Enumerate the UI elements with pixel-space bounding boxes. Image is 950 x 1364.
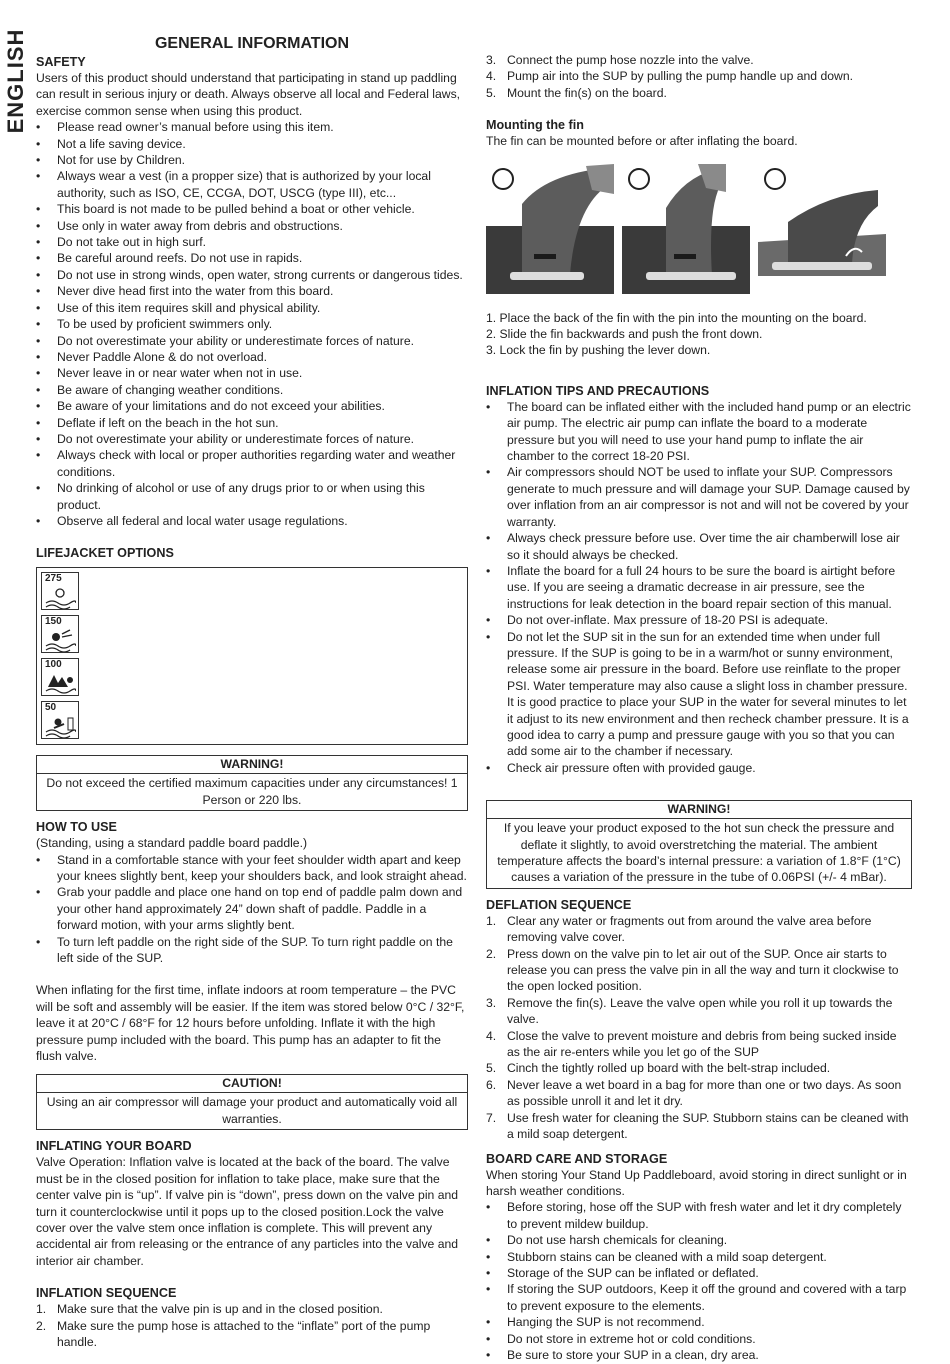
lifejacket-150-icon: 150	[41, 615, 79, 653]
how-to-use-subtitle: (Standing, using a standard paddle board paddle.)	[36, 836, 308, 851]
list-item: • This board is not made to be pulled behind a boat or other vehicle.	[36, 201, 468, 217]
inflation-sequence-continued	[486, 52, 912, 101]
list-item: • Observe all federal and local water usage regulations.	[36, 513, 468, 529]
list-item: • Always check pressure before use. Over time the air chamberwill lose air so it should always be checked.	[486, 530, 912, 563]
list-item: • No drinking of alcohol or use of any drugs prior to or when using this product.	[36, 480, 468, 513]
language-label: ENGLISH	[3, 28, 28, 134]
how-to-use-list	[36, 852, 468, 967]
list-item: • To be used by proficient swimmers only.	[36, 316, 468, 332]
list-item: 6. Never leave a wet board in a bag for more than one or two days. As soon as possible unroll it and let it dry.	[486, 1077, 902, 1109]
mounting-step: 2. Slide the fin backwards and push the front down.	[486, 327, 763, 342]
list-item: • Air compressors should NOT be used to inflate your SUP. Compressors generate to much pressure and will damage your SUP. Damage caused by over inflation from an air compressor is not and will not be covered by your warranty.	[486, 464, 912, 530]
fin-photo-row	[486, 164, 912, 294]
list-item: • Grab your paddle and place one hand on top end of paddle palm down and your other hand approximately 24” down shaft of paddle. Paddle in a forward motion, with your arms slightly bent.	[36, 884, 468, 933]
list-item: 5. Mount the fin(s) on the board.	[486, 85, 667, 100]
fin-step-3-photo	[758, 164, 886, 294]
list-item: • Not a life saving device.	[36, 136, 468, 152]
lifejacket-box	[36, 567, 468, 745]
mounting-intro: The fin can be mounted before or after inflating the board.	[486, 134, 798, 149]
safety-intro: Users of this product should understand that participating in stand up paddling can result in serious injury or death. Always observe all local and Federal laws, exercise common sense when using this product.	[36, 71, 461, 118]
list-item: • Inflate the board for a full 24 hours to be sure the board is airtight before use. If you are seeing a dramatic decrease in air pressure, see the instructions for leak detection in the board repair section of this manual.	[486, 563, 912, 612]
list-item: • Never leave in or near water when not in use.	[36, 365, 468, 381]
how-to-use-heading: HOW TO USE	[36, 820, 117, 835]
list-item: 5. Cinch the tightly rolled up board with the belt-strap included.	[486, 1061, 831, 1076]
list-item: • Stand in a comfortable stance with your feet shoulder width apart and keep your knees slightly bent, keep your shoulders back, and look straight ahead.	[36, 852, 468, 885]
list-item: 4. Pump air into the SUP by pulling the pump handle up and down.	[486, 69, 853, 84]
lifejacket-heading: LIFEJACKET OPTIONS	[36, 546, 174, 561]
list-item: • Be sure to store your SUP in a clean, dry area.	[486, 1347, 912, 1363]
step-circle	[628, 168, 650, 190]
list-item: 1. Clear any water or fragments out from around the valve area before removing valve cover.	[486, 913, 872, 945]
list-item: • Before storing, hose off the SUP with fresh water and let it dry completely to prevent mildew buildup.	[486, 1199, 912, 1232]
list-item: • Use of this item requires skill and physical ability.	[36, 300, 468, 316]
right-column	[486, 52, 912, 1363]
list-item: • Do not overestimate your ability or underestimate forces of nature.	[36, 431, 468, 447]
list-item: • Do not overestimate your ability or underestimate forces of nature.	[36, 333, 468, 349]
caution-heading: CAUTION!	[37, 1075, 467, 1093]
inflation-sequence-heading: INFLATION SEQUENCE	[36, 1286, 177, 1301]
lifejacket-275-icon: 275	[41, 572, 79, 610]
inflating-body: Valve Operation: Inflation valve is located at the back of the board. The valve must be in the closed position for inflation to take place, make sure that the center valve pin is “up”. If valve pin is “down”, press down on the valve pin and turn it counterclockwise until it pops up to the closed position.Lock the valve cover over the valve stem once inflation is complete. This will prevent any accidental air from releasing or the entrance of any particles into the valve and interior air chamber.	[36, 1155, 459, 1268]
deflation-heading: DEFLATION SEQUENCE	[486, 897, 632, 912]
step-circle	[492, 168, 514, 190]
left-column	[36, 34, 468, 1350]
safety-heading: SAFETY	[36, 55, 86, 69]
care-intro: When storing Your Stand Up Paddleboard, avoid storing in direct sunlight or in harsh weather conditions.	[486, 1167, 907, 1198]
list-item: • Use only in water away from debris and obstructions.	[36, 218, 468, 234]
list-item: • The board can be inflated either with the included hand pump or an electric air pump. The electric air pump can inflate the board to a moderate pressure but you will need to use your hand pump to inflate the air chamber to the correct 18-20 PSI.	[486, 399, 912, 465]
list-item: • Please read owner’s manual before using this item.	[36, 119, 468, 135]
list-item: • Do not use harsh chemicals for cleaning.	[486, 1232, 912, 1248]
list-item: • Always wear a vest (in a propper size) that is authorized by your local authority, such as ISO, CE, CCGA, DOT, USCG (type III), etc...	[36, 168, 468, 201]
care-list	[486, 1199, 912, 1363]
mounting-step: 1. Place the back of the fin with the pin into the mounting on the board.	[486, 310, 867, 325]
list-item: • Always check with local or proper authorities regarding water and weather conditions.	[36, 447, 468, 480]
warning-box	[486, 800, 912, 889]
caution-body: Using an air compressor will damage your product and automatically void all warranties.	[46, 1095, 458, 1126]
list-item: • Do not take out in high surf.	[36, 234, 468, 250]
warning-body: If you leave your product exposed to the hot sun check the pressure and deflate it slightly, to avoid overstretching the material. The ambient temperature affects the board’s internal pressure: a variation of 1.8°F (1°C) causes a variation of the pressure in the tube of 0.06PSI (+/- 4 mBar).	[497, 821, 901, 885]
list-item: • Be aware of your limitations and do not exceed your abilities.	[36, 398, 468, 414]
care-heading: BOARD CARE AND STORAGE	[486, 1151, 668, 1166]
list-item: • To turn left paddle on the right side of the SUP. To turn right paddle on the left side of the SUP.	[36, 934, 468, 967]
tips-heading: INFLATION TIPS AND PRECAUTIONS	[486, 383, 710, 398]
inflation-sequence-list	[36, 1301, 468, 1350]
list-item: • Storage of the SUP can be inflated or deflated.	[486, 1265, 912, 1281]
warning-heading: WARNING!	[487, 801, 911, 819]
list-item: • Stubborn stains can be cleaned with a mild soap detergent.	[486, 1249, 912, 1265]
list-item: • Hanging the SUP is not recommend.	[486, 1314, 912, 1330]
list-item: • Do not let the SUP sit in the sun for an extended time when under full pressure. If the SUP is going to be in a warm/hot or sunny environment, release some air pressure in the board. Before use reinflate to the proper PSI. Water temperature may also cause a slight loss in chamber pressure. It is good practice to place your SUP in the water for several minutes to let it adjust to its new environment and then recheck chamber pressure. It is a good idea to carry a pump and pressure gauge with you so that you can add some air to the chamber if necessary.	[486, 629, 912, 760]
fin-step-1-photo	[486, 164, 614, 294]
step-circle	[764, 168, 786, 190]
list-item: 1. Make sure that the valve pin is up and in the closed position.	[36, 1302, 383, 1317]
mounting-heading: Mounting the fin	[486, 118, 584, 133]
list-item: • Be careful around reefs. Do not use in rapids.	[36, 250, 468, 266]
deflation-list	[486, 913, 912, 1143]
list-item: • Do not over-inflate. Max pressure of 18-20 PSI is adequate.	[486, 612, 912, 628]
list-item: 4. Close the valve to prevent moisture and debris from being sucked inside as the air re-enters while you let go of the SUP	[486, 1028, 897, 1060]
list-item: 2. Press down on the valve pin to let air out of the SUP. Once air starts to release you can press the valve pin in all the way and turn it clockwise to the open locked position.	[486, 946, 899, 994]
list-item: • Check air pressure often with provided gauge.	[486, 760, 912, 776]
caution-box	[36, 1074, 468, 1130]
page-title: GENERAL INFORMATION	[154, 35, 350, 52]
list-item: • If storing the SUP outdoors, Keep it off the ground and covered with a tarp to prevent exposure to the elements.	[486, 1281, 912, 1314]
list-item: • Do not store in extreme hot or cold conditions.	[486, 1331, 912, 1347]
list-item: • Never Paddle Alone & do not overload.	[36, 349, 468, 365]
list-item: • Not for use by Children.	[36, 152, 468, 168]
list-item: • Deflate if left on the beach in the hot sun.	[36, 415, 468, 431]
warning-heading: WARNING!	[37, 756, 467, 774]
list-item: • Do not use in strong winds, open water, strong currents or dangerous tides.	[36, 267, 468, 283]
first-inflation-paragraph: When inflating for the first time, inflate indoors at room temperature – the PVC will be soft and assembly will be easier. If the item was stored below 0°C / 32°F, leave it at 20°C / 68°F for 12 hours before unfolding. Inflate it with the high pressure pump included with the board. This pump has an adapter to fit the flush valve.	[36, 983, 465, 1064]
list-item: • Be aware of changing weather conditions.	[36, 382, 468, 398]
lifejacket-50-icon: 50	[41, 701, 79, 739]
list-item: 7. Use fresh water for cleaning the SUP. Stubborn stains can be cleaned with a mild soap detergent.	[486, 1110, 909, 1142]
lifejacket-100-icon: 100	[41, 658, 79, 696]
fin-step-2-photo	[622, 164, 750, 294]
tips-list	[486, 399, 912, 776]
warning-body: Do not exceed the certified maximum capacities under any circumstances! 1 Person or 220 lbs.	[46, 776, 458, 807]
safety-list	[36, 119, 468, 529]
mounting-step: 3. Lock the fin by pushing the lever down.	[486, 343, 711, 358]
inflating-heading: INFLATING YOUR BOARD	[36, 1139, 192, 1154]
list-item: 2. Make sure the pump hose is attached to the “inflate” port of the pump handle.	[36, 1318, 431, 1349]
list-item: • Never dive head first into the water from this board.	[36, 283, 468, 299]
list-item: 3. Remove the fin(s). Leave the valve open while you roll it up towards the valve.	[486, 995, 893, 1027]
warning-box	[36, 755, 468, 811]
list-item: 3. Connect the pump hose nozzle into the valve.	[486, 53, 754, 67]
